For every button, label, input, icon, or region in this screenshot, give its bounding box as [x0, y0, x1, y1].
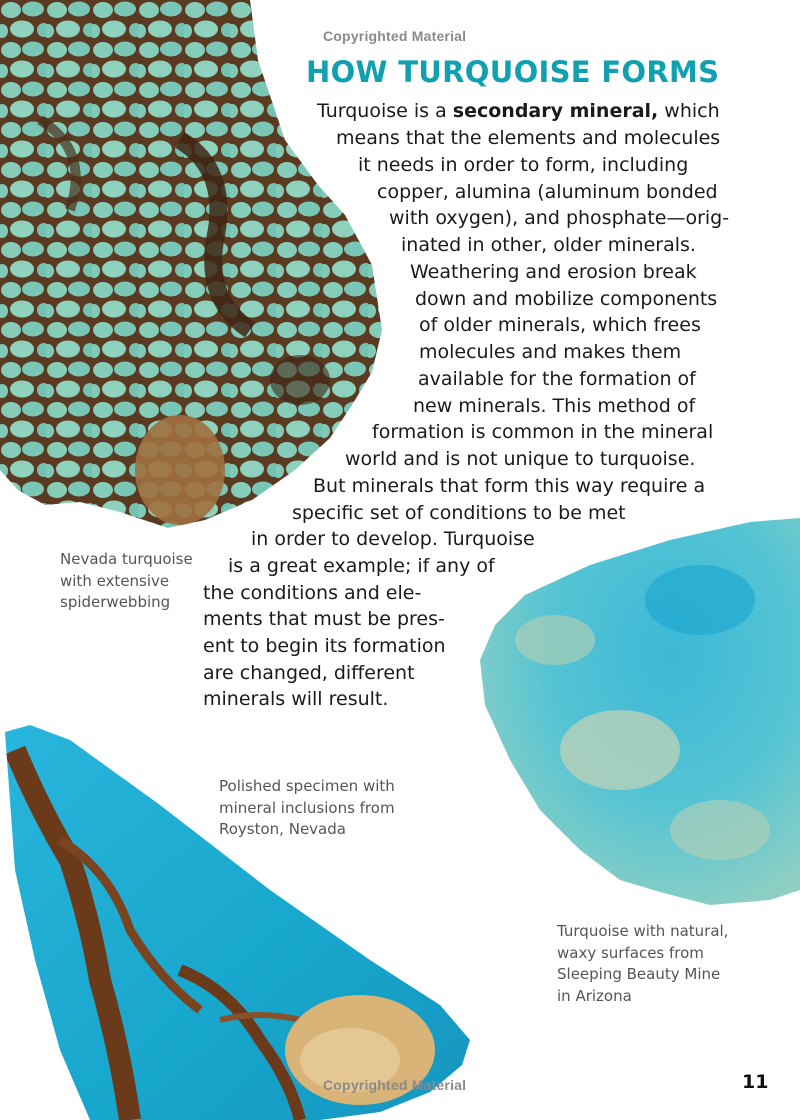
body-line: available for the formation of: [418, 368, 696, 390]
body-line: of older minerals, which frees: [419, 314, 701, 336]
body-line: molecules and makes them: [419, 341, 682, 363]
body-line: it needs in order to form, including: [358, 154, 689, 176]
caption-line: in Arizona: [557, 986, 632, 1005]
body-line: formation is common in the mineral: [372, 421, 714, 443]
caption-line: Nevada turquoise: [60, 550, 193, 568]
body-line: world and is not unique to turquoise.: [345, 448, 696, 470]
body-line: is a great example; if any of: [228, 555, 495, 577]
body-text-emphasis: secondary mineral,: [452, 100, 659, 122]
body-line: means that the elements and molecules: [336, 127, 721, 149]
body-line: ments that must be pres-: [203, 608, 445, 630]
caption-sleeping-beauty: [557, 921, 728, 1007]
caption-line: waxy surfaces from: [557, 943, 704, 962]
body-line: in order to develop. Turquoise: [251, 528, 535, 550]
caption-line: Polished specimen with: [219, 777, 395, 795]
body-line: with oxygen), and phosphate—orig-: [389, 207, 730, 229]
caption-polished-specimen: [219, 776, 395, 841]
body-line: the conditions and ele-: [203, 582, 422, 604]
body-line: inated in other, older minerals.: [401, 234, 696, 256]
body-text-intro: Turquoise is a: [317, 100, 453, 122]
body-line: minerals will result.: [203, 688, 389, 710]
sleeping-beauty-turquoise-image: [470, 510, 800, 910]
body-line: copper, alumina (aluminum bonded: [377, 181, 718, 203]
caption-line: spiderwebbing: [60, 593, 171, 611]
page-title: HOW TURQUOISE FORMS: [306, 55, 720, 89]
body-text-intro-end: which: [658, 100, 720, 122]
body-line: But minerals that form this way require a: [313, 475, 706, 497]
body-line: down and mobilize components: [415, 288, 718, 310]
body-line: are changed, different: [203, 662, 415, 684]
copyright-watermark-top: Copyrighted Material: [323, 28, 467, 44]
caption-line: Turquoise with natural,: [557, 922, 729, 940]
caption-line: mineral inclusions from: [219, 798, 395, 817]
caption-line: with extensive: [60, 571, 170, 590]
body-line: ent to begin its formation: [203, 635, 446, 657]
caption-line: Royston, Nevada: [219, 820, 346, 838]
body-line: new minerals. This method of: [413, 395, 696, 417]
body-line: specific set of conditions to be met: [292, 502, 626, 524]
body-line: Weathering and erosion break: [410, 261, 697, 283]
body-line: [317, 98, 720, 125]
page-number: 11: [742, 1071, 769, 1093]
caption-line: Sleeping Beauty Mine: [557, 965, 721, 983]
caption-nevada-turquoise: [60, 549, 193, 614]
copyright-watermark-bottom: Copyrighted Material: [323, 1077, 467, 1093]
